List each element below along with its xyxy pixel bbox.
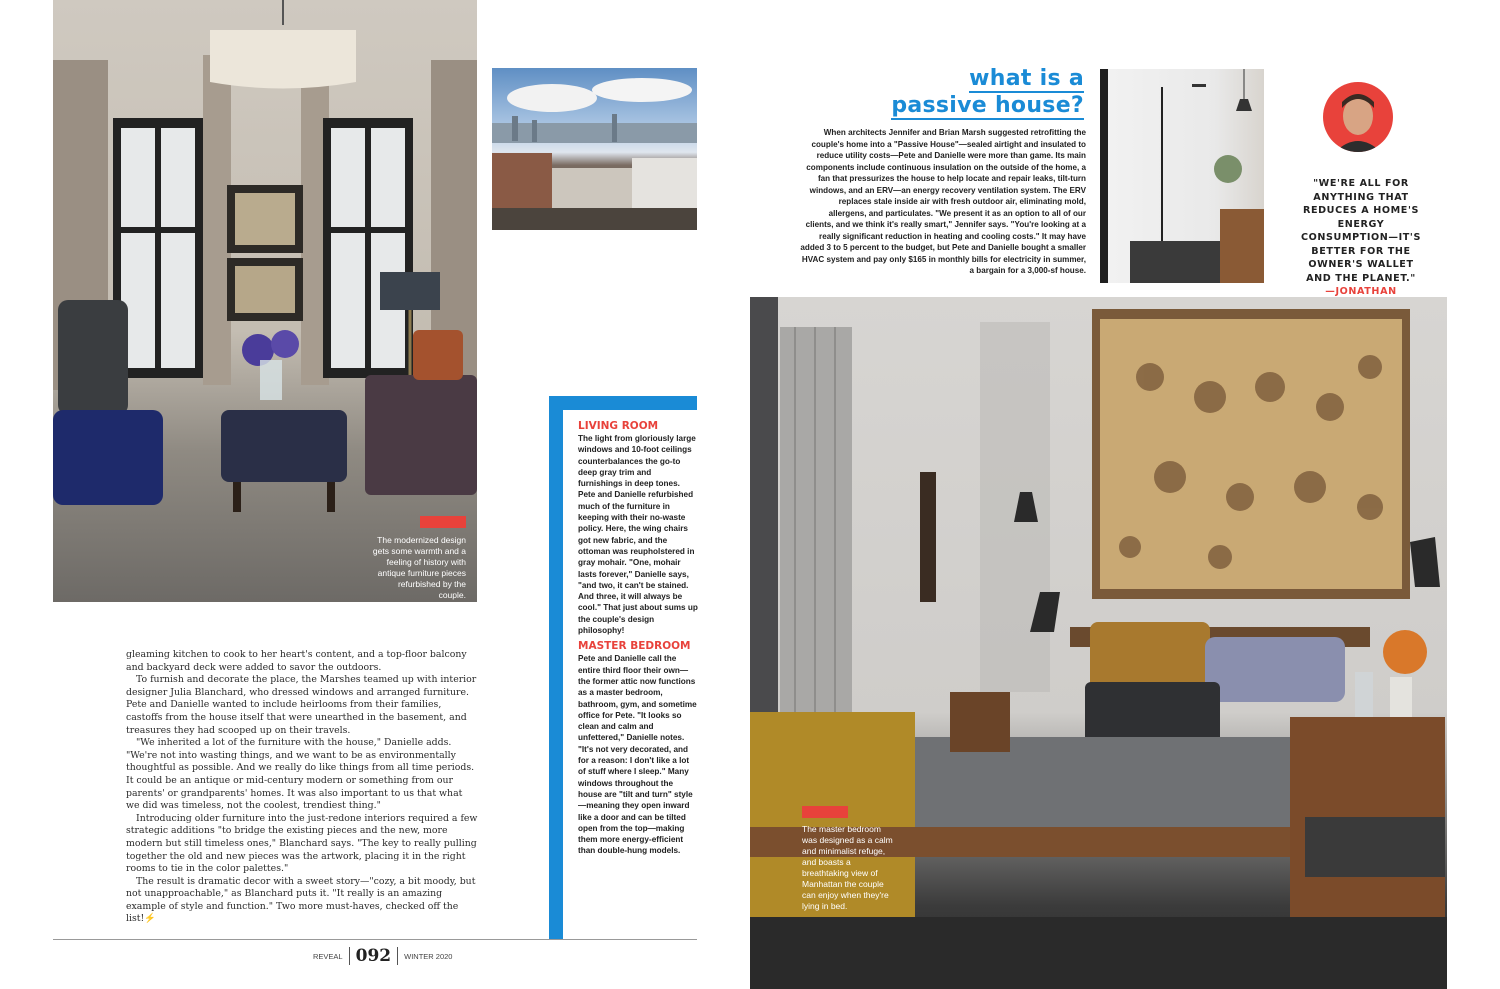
master-bedroom-text: Pete and Danielle call the entire third floor their own—the former attic now functions as a master bedroom, bathroom, gym, and sometime office for Pete. "It looks so clean and calm and unfettered," Danielle notes. "It's not very decorated, and for a reason: I don't like a lot of stuff where I sleep." Many windows throughout the house are "tilt and turn" style—meaning they open inward like a door and can be tilted open from the top—making them more energy-efficient than double-hung models. xyxy=(578,654,697,856)
bathroom-photo xyxy=(1100,69,1264,283)
bedroom-caption: The master bedroom was designed as a calm and minimalist refuge, and boasts a breathtaking view of Manhattan the couple can enjoy when they're lying in bed. xyxy=(802,824,893,911)
living-room-photo xyxy=(53,0,477,602)
heading-line-1: what is a xyxy=(969,66,1084,91)
paragraph: gleaming kitchen to cook to her heart's content, and a top-floor balcony and backyard deck were added to savor the outdoors. xyxy=(126,649,467,673)
paragraph: To furnish and decorate the place, the Marshes teamed up with interior designer Julia Blanchard, who dressed windows and arranged furniture. Pete and Danielle wanted to include heirlooms from their families, castoffs from the house itself that were unearthed in the basement, and treasures they had scooped up on their travels. xyxy=(126,674,477,736)
end-mark-icon: ⚡ xyxy=(144,913,156,925)
paragraph-text: The result is dramatic decor with a sweet story—"cozy, a bit moody, but not unapproachable," as Blanchard puts it. "It really is an amazing example of style and function." Two more must-haves, checked off the list! xyxy=(126,875,476,925)
living-room-text: The light from gloriously large windows and 10-foot ceilings counterbalances the go-to deep gray trim and furnishings in deep tones. Pete and Danielle refurbished much of the furniture in keeping with their no-waste policy. Here, the wing chairs got new fabric, and the ottoman was reupholstered in gray mohair. "One, mohair lasts forever," Danielle says, "and two, it can't be stained. And three, it will always be cool." That just about sums up the couple's design philosophy! xyxy=(578,434,698,636)
heading-line-2: passive house? xyxy=(891,93,1084,118)
living-room-heading: LIVING ROOM xyxy=(578,420,659,432)
living-room-illustration xyxy=(53,0,477,602)
magazine-name: REVEAL xyxy=(313,951,343,961)
passive-house-body: When architects Jennifer and Brian Marsh suggested retrofitting the couple's home into a "Passive House"—sealed airtight and insulated to reduce utility costs—Pete and Danielle were more than game. Its main components include continuous insulation on the outside of the home, a fan that pressurizes the house to help locate and repair leaks, tilt-turn windows, and an ERV—an energy recovery ventilation system. The ERV replaces stale inside air with fresh outdoor air, eliminating mold, allergens, and particulates. "We present it as an option to all of our clients, and we think it's really smart," Jennifer says. "You're looking at a really significant reduction in heating and cooling costs." It may have added 3 to 5 percent to the budget, but Pete and Danielle bought a smaller HVAC system and pay only $165 in monthly bills for electricity in summer, a bargain for a 3,000-sf house. xyxy=(800,128,1086,275)
bathroom-illustration xyxy=(1100,69,1264,283)
paragraph-last xyxy=(126,876,478,926)
sidebar xyxy=(578,420,698,857)
skyline-photo xyxy=(492,68,697,230)
paragraph: "We inherited a lot of the furniture with the house," Danielle adds. "We're not into wasting things, and we want to be as environmentally thoughtful as possible. And we really do like things from all time periods. It could be an antique or mid-century modern or something from our parents' or grandparents' homes. It was also important to us that what we did was timeless, not the coolest, trendiest thing." xyxy=(126,737,475,812)
sidebar-left-bar xyxy=(549,396,563,940)
bedroom-photo xyxy=(750,297,1447,989)
pull-quote xyxy=(1297,177,1425,299)
living-room-caption: The modernized design gets some warmth and a feeling of history with antique furniture pieces refurbished by the couple. xyxy=(372,535,466,600)
quote-text: "WE'RE ALL FOR ANYTHING THAT REDUCES A HOME'S ENERGY CONSUMPTION—IT'S BETTER FOR THE OWNER'S WALLET AND THE PLANET." xyxy=(1301,178,1421,284)
caption-tag xyxy=(420,516,466,528)
avatar xyxy=(1323,82,1393,152)
passive-house-heading xyxy=(891,66,1084,120)
footer-divider xyxy=(349,947,350,965)
master-bedroom-heading: MASTER BEDROOM xyxy=(578,640,691,653)
page-number: 092 xyxy=(355,946,392,966)
footer-divider xyxy=(397,947,398,965)
issue-date: WINTER 2020 xyxy=(404,951,453,961)
quote-attribution: —JONATHAN xyxy=(1325,286,1397,297)
page-footer xyxy=(313,946,452,966)
jonathan-portrait xyxy=(1323,82,1393,152)
article-body xyxy=(126,649,478,926)
caption-tag xyxy=(802,806,848,818)
paragraph: Introducing older furniture into the just-redone interiors required a few strategic additions "to bridge the existing pieces and the new, more modern but still timeless ones," Blanchard says. "The key to really pulling together the old and new pieces was the artwork, placing it in the right rooms to tie in the color palettes." xyxy=(126,812,478,875)
sidebar-top-bar xyxy=(549,396,697,410)
skyline-illustration xyxy=(492,68,697,230)
footer-rule xyxy=(53,939,697,940)
